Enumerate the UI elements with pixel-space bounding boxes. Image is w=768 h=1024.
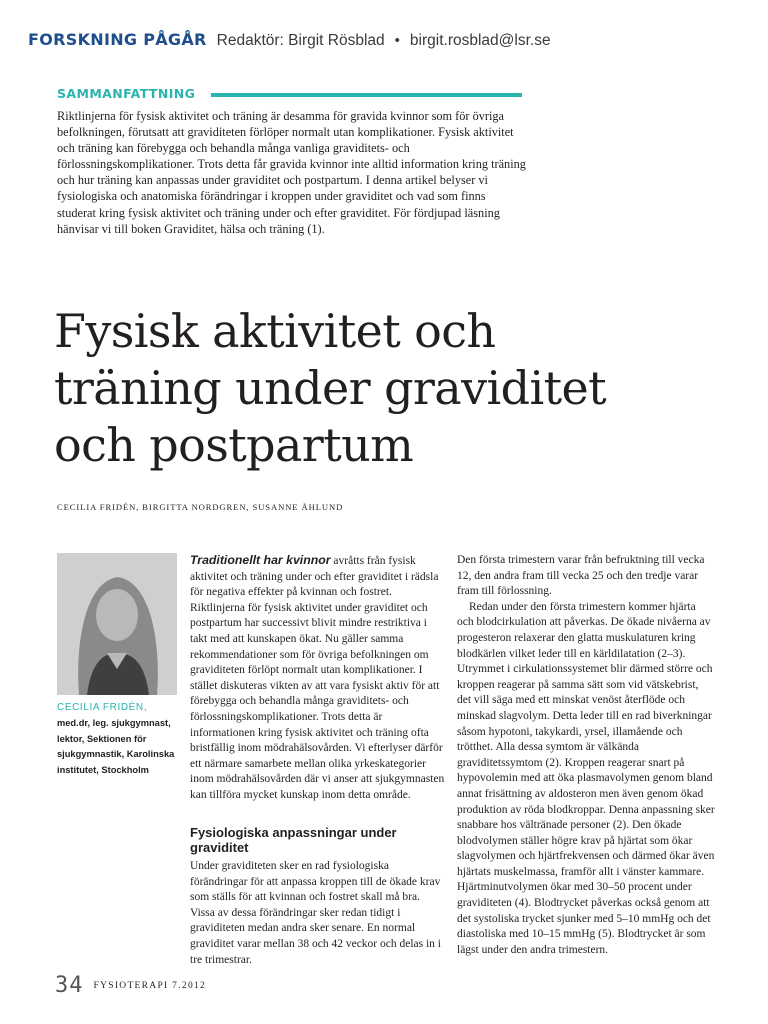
title-line-3: och postpartum	[54, 418, 414, 472]
summary-rule	[211, 93, 522, 97]
article-column-2	[457, 553, 715, 958]
article-column-1	[190, 553, 445, 804]
lead-in: Traditionellt har kvinnor	[190, 553, 331, 567]
title-line-2: träning under graviditet	[54, 361, 606, 415]
summary-title: SAMMANFATTNING	[57, 86, 196, 101]
section-subheading: Fysiologiska anpassningar under graviditet	[190, 825, 397, 855]
editor-label: Redaktör: Birgit Rösblad	[216, 32, 385, 49]
author-portrait	[57, 553, 177, 695]
page-footer	[55, 973, 206, 1001]
editor-email[interactable]: birgit.rosblad@lsr.se	[409, 32, 551, 49]
page-header	[28, 30, 748, 54]
authors-byline: CECILIA FRIDÉN, BIRGITTA NORDGREN, SUSANNE ÅHLUND	[57, 502, 344, 512]
title-line-1: Fysisk aktivitet och	[54, 304, 496, 358]
body-paragraph: Redan under den första trimestern kommer hjärta och blodcirkulation att påverkas. De ökade nivåerna av progesteron relaxerar den glatta muskulaturen kring blodkärlen vilket leder till en kärldilatation (2–3). Utrymmet i cirkulationssystemet blir därmed större och kroppen reagerar på samma sätt som vid vätskebrist, det vill säga med ett minskat venöst återflöde och minskad slagvolym. Detta leder till en rad biverkningar såsom hypotoni, takykardi, yrsel, illamående och trötthet. Alla dessa symtom är välkända graviditetssymtom (2). Kroppen reagerar snart på hypovolemin med att öka plasmavolymen genom bland annat frisättning av aldosteron men även genom ökad produktion av röda blodkroppar. Denna anpassning sker snabbare hos vältränade personer (2). Den ökade blodvolymen ställer högre krav på hjärtat som ökar slagvolymen och hjärtfrekvensen och därmed ökar även hjärtats muskelmassa, framför allt i vänster kammare. Hjärtminutvolymen ökar med 30–50 procent under graviditeten (4). Blodtrycket påverkas också genom att det systoliska trycket sjunker med 5–10 mmHg och det diastoliska med 10–15 mmHg (5). Blodtrycket är som lägst under den andra trimestern.	[457, 600, 715, 956]
article-column-1-continued	[190, 859, 445, 968]
portrait-icon	[57, 553, 177, 695]
summary-text: Riktlinjerna för fysisk aktivitet och träning är desamma för gravida kvinnor som för övriga befolkningen, förutsatt att graviditeten förlöper normalt utan komplikationer. Fysisk aktivitet och träning kan förebygga och behandla många vanliga graviditets- och förlossningskomplikationer. Trots detta får gravida kvinnor inte alltid information kring träning och hur träning kan anpassas under graviditet och postpartum. I denna artikel belyser vi fysiologiska och anatomiska förändringar i kroppen under graviditet och vad som finns studerat kring fysisk aktivitet och träning under och efter graviditet. För fördjupad läsning hänvisar vi till boken Graviditet, hälsa och träning (1).	[57, 109, 526, 236]
portrait-caption: med.dr, leg. sjukgymnast, lektor, Sektionen för sjukgymnastik, Karolinska institutet, Stockholm	[57, 718, 175, 775]
portrait-name: CECILIA FRIDÉN,	[57, 702, 148, 713]
intro-text: avråtts från fysisk aktivitet och träning under och efter graviditet i rädsla för negativa effekter på kvinnan och fostret. Riktlinjerna för fysisk aktivitet under graviditet och postpartum har successivt blivit mindre restriktiva i takt med att kunskapen ökat. Nu gäller samma rekommendationer som för övriga befolkningen om graviditeten förlöpt normalt utan komplikationer. I stället diskuteras vikten av att vara fysiskt aktiv för att förebygga och behandla många graviditets- och förlossningskomplikationer. Trots detta är informationen kring fysisk aktivitet och träning ofta bristfällig inom mödrahälsovården. Vi efterlyser därför ett närmare samarbete mellan olika yrkeskategorier inom mödrahälsovården där vi anser att sjukgymnasten kan tillföra mycket kunskap inom detta område.	[190, 555, 445, 801]
section-label: FORSKNING PÅGÅR	[28, 30, 207, 49]
body-paragraph: Den första trimestern varar från befruktning till vecka 12, den andra fram till vecka 25 och den tredje varar fram till förlossning.	[457, 554, 705, 598]
body-paragraph: Under graviditeten sker en rad fysiologiska förändringar för att anpassa kroppen till de ökade krav som ställs för att kvinnan och fostret skall må bra. Vissa av dessa förändringar sker redan tidigt i graviditeten medan andra sker senare. En normal graviditet varar mellan 38 och 42 veckor och delas in i tre trimestrar.	[190, 860, 441, 966]
header-bullet: •	[394, 32, 400, 49]
article-title	[54, 303, 754, 474]
intro-paragraph	[190, 553, 445, 804]
magazine-issue: FYSIOTERAPI 7.2012	[93, 980, 207, 991]
page-number: 34	[55, 973, 84, 998]
